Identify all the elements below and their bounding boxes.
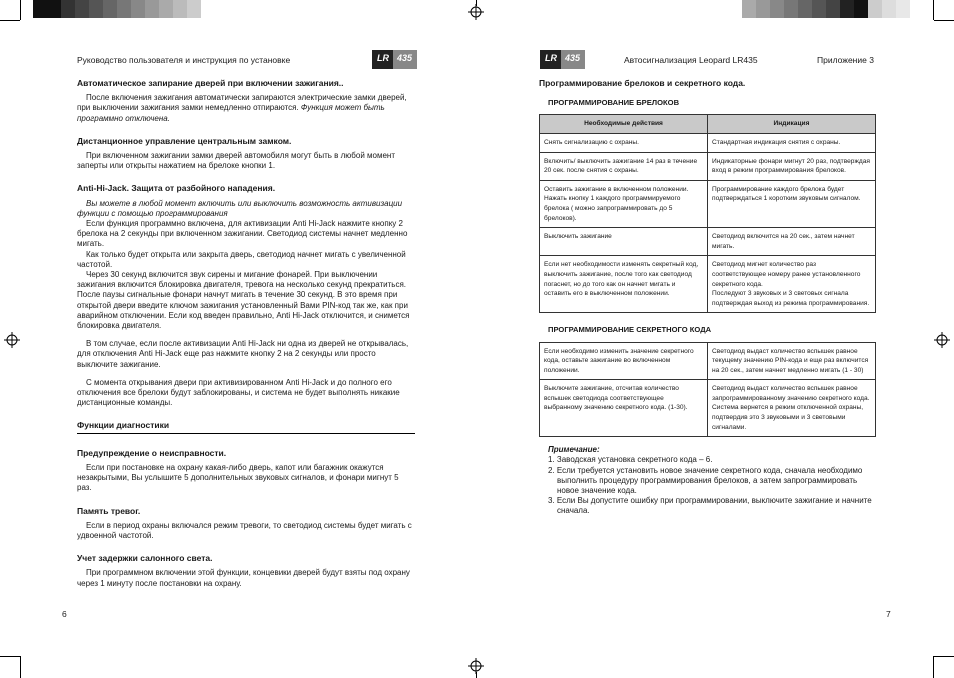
page-number: 7: [886, 609, 891, 619]
crop-mark: [20, 0, 21, 20]
note-block: [548, 445, 879, 516]
table-cell: Выключите зажигание, отсчитав количество вспышек светодиода соответствующее выбранному значению секретного кода. (1-30).: [540, 380, 708, 437]
heading-interior-light: Учет задержки салонного света.: [77, 553, 213, 564]
table-cell: Снять сигнализацию с охраны.: [540, 134, 708, 153]
crop-mark: [933, 656, 934, 678]
note-item: 3. Если Вы допустите ошибку при программировании, выключите зажигание и начните сначала.: [548, 496, 872, 516]
table-cell: Если необходимо изменить значение секретного кода, оставьте зажигание во включенном положении.: [540, 342, 708, 380]
note-item: 1. Заводская установка секретного кода – 6.: [548, 455, 713, 465]
table-cell: Светодиод мигнет количество раз соответствующее номеру ранее установленного секретного кода. Последуют 3 звуковых и 3 световых сигнала подтверждая выход из режима программирования.: [708, 256, 876, 313]
paragraph-italic: Вы можете в любой момент включить или выключить возможность активизации функции с помощью программирования: [77, 198, 403, 218]
crop-mark: [0, 656, 20, 657]
paragraph: При программном включении этой функции, концевики дверей будут взяты под охрану через 1 минуту после постановки на охрану.: [77, 568, 410, 588]
lr435-badge: LR 435: [372, 50, 417, 69]
crop-mark: [933, 0, 934, 20]
paragraph: Если функция программно включена, для активизации Anti Hi-Jack нажмите кнопку 2 брелока на 2 секунды при включенном зажигании. Светодиод системы начнет медленно мигать.: [77, 219, 408, 249]
registration-bar-right: [742, 0, 910, 18]
table-row: [540, 180, 876, 227]
registration-target-icon: [4, 332, 20, 348]
table-row: [540, 228, 876, 256]
appendix-label: Приложение 3: [817, 55, 874, 65]
table-cell: Стандартная индикация снятия с охраны.: [708, 134, 876, 153]
table-cell: Программирование каждого брелока будет подтверждаться 1 коротким звуковым сигналом.: [708, 180, 876, 227]
table-row: [540, 256, 876, 313]
table-row: [540, 152, 876, 180]
registration-bar-left: [33, 0, 201, 18]
table-header: Необходимые действия: [540, 115, 708, 134]
table-row: [540, 342, 876, 380]
registration-target-icon: [934, 332, 950, 348]
right-page: [539, 78, 879, 517]
heading-central-lock: Дистанционное управление центральным замком.: [77, 135, 292, 146]
page-number: 6: [62, 609, 67, 619]
heading-programming: Программирование брелоков и секретного кода.: [539, 78, 746, 88]
paragraph: После включения зажигания автоматически запираются электрические замки дверей, при выключении зажигания замки немедленно отпираются. Функция может быть программно отключена.: [77, 93, 407, 123]
paragraph: Как только будет открыта или закрыта дверь, светодиод начнет мигать с увеличенной частотой.: [77, 249, 406, 269]
paragraph: Если при постановке на охрану какая-либо дверь, капот или багажник окажутся незакрытыми, Вы услышите 5 дополнительных звуковых сигналов, и фонари мигнут 5 раз.: [77, 462, 399, 493]
running-header-left: Руководство пользователя и инструкция по установке: [77, 55, 291, 65]
remote-programming-table: [539, 114, 876, 313]
table-cell: Включить/ выключить зажигание 14 раз в течение 20 сек. после снятия с охраны.: [540, 152, 708, 180]
table-cell: Если нет необходимости изменять секретный код, выключить зажигание, после того как светодиод погаснет, но до того как он начнет мигать и оставить его в выключенном положении.: [540, 256, 708, 313]
table-row: [540, 134, 876, 153]
secret-code-table: [539, 342, 876, 438]
note-title: Примечание:: [548, 445, 600, 455]
heading-anti-hijack: Anti-Hi-Jack. Защита от разбойного нападения.: [77, 183, 276, 194]
table-header: Индикация: [708, 115, 876, 134]
heading-auto-lock: Автоматическое запирание дверей при включении зажигания..: [77, 78, 344, 88]
lr435-badge: LR 435: [540, 50, 585, 69]
heading-alarm-memory: Память тревог.: [77, 505, 141, 516]
table-cell: Оставить зажигание в включенном положении. Нажать кнопку 1 каждого программируемого брелока ( можно запрограммировать до 5 брелоков).: [540, 180, 708, 227]
section-title-diagnostics: Функции диагностики: [77, 420, 415, 433]
running-header-right: Автосигнализация Leopard LR435: [624, 55, 758, 65]
table-cell: Выключить зажигание: [540, 228, 708, 256]
note-item: 2. Если требуется установить новое значение секретного кода, сначала необходимо выполнить процедуру программирования брелоков, а затем запрограммировать новое значение кода.: [548, 465, 863, 496]
crop-mark: [934, 20, 954, 21]
table-cell: Индикаторные фонари мигнут 20 раз, подтверждая вход в режим программирования брелоков.: [708, 152, 876, 180]
crop-mark: [934, 656, 954, 657]
table-cell: Светодиод выдаст количество вспышек равное текущему значению PIN-кода и еще раз включится на 20 сек., затем начнет медленно мигать (1 - 30): [708, 342, 876, 380]
registration-target-icon: [468, 658, 484, 674]
registration-target-icon: [468, 4, 484, 20]
table-cell: Светодиод выдаст количество вспышек равное запрограммированному значению секретного кода. Система вернется в режим отключенной охраны, подтвердив это 3 звуковыми и 3 световыми сигналами.: [708, 380, 876, 437]
left-page: [77, 78, 415, 589]
subheading-remotes: ПРОГРАММИРОВАНИЕ БРЕЛОКОВ: [548, 98, 680, 108]
paragraph: Через 30 секунд включится звук сирены и мигание фонарей. При выключении зажигания включится блокировка двигателя, тревога на несколько секунд прекратиться. После паузы сигнальные фонари начнут мигать в течение 30 секунд. В это время при открытой двери введите ключом зажигания установленный Вами PIN-код так же, как при аварийном отключении. Если код введен правильно, Anti Hi-Jack отключится, и снимется блокировка двигателя.: [77, 270, 410, 331]
table-row: [540, 380, 876, 437]
crop-mark: [20, 656, 21, 678]
heading-fault-warning: Предупреждение о неисправности.: [77, 447, 227, 458]
paragraph: При включенном зажигании замки дверей автомобиля могут быть в любой момент заперты или открыты нажатием на брелоке кнопки 1.: [77, 151, 395, 171]
crop-mark: [0, 20, 20, 21]
paragraph: Если в период охраны включался режим тревоги, то светодиод системы будет мигать с удвоенной частотой.: [77, 520, 412, 540]
subheading-secret-code: ПРОГРАММИРОВАНИЕ СЕКРЕТНОГО КОДА: [548, 325, 712, 335]
paragraph: С момента открывания двери при активизированном Anti Hi-Jack и до полного его отключения все брелоки будут заблокированы, и система не будет выполнять никакие дистанционные команды.: [77, 377, 400, 408]
table-cell: Светодиод включится на 20 сек., затем начнет мигать.: [708, 228, 876, 256]
paragraph: В том случае, если после активизации Anti Hi-Jack ни одна из дверей не открывалась, для отключения Anti Hi-Jack еще раз нажмите кнопку 2 на 2 секунды или просто выключите зажигание.: [77, 339, 409, 369]
